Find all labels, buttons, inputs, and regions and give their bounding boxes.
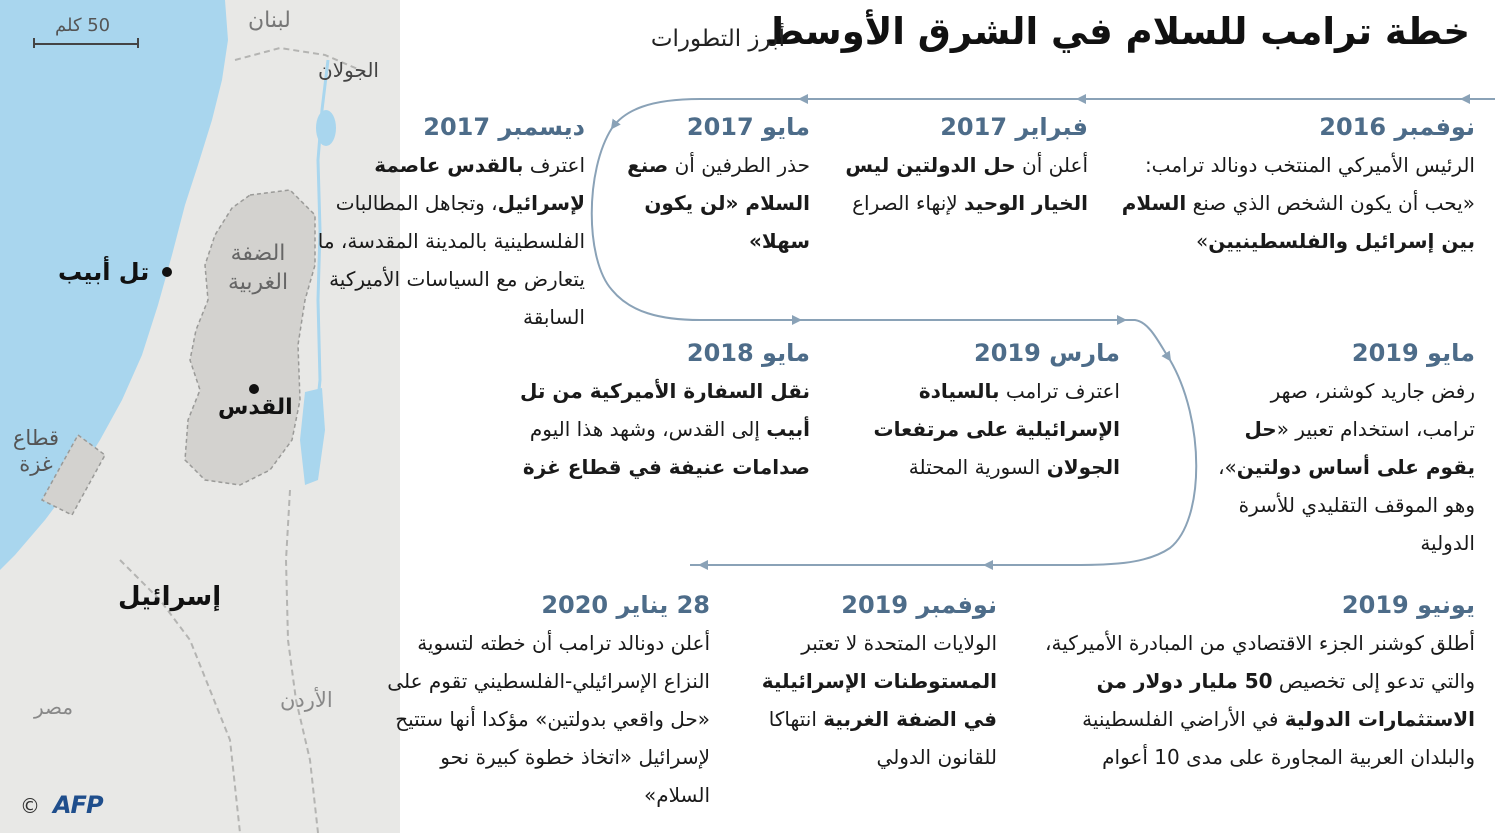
afp-credit [20, 791, 103, 819]
map-scale-label: 50 كلم [55, 15, 111, 36]
map-label-golan: الجولان [318, 58, 379, 82]
timeline-event [843, 112, 1088, 222]
timeline-event [510, 338, 810, 486]
event-date: يونيو 2019 [1341, 591, 1475, 619]
map-label-jordan: الأردن [280, 688, 333, 712]
map-point-tel-aviv [162, 267, 172, 277]
event-text: اعترف ترامب بالسيادة الإسرائيلية على مرتفعات الجولان السورية المحتلة [873, 379, 1120, 479]
event-text: رفض جاريد كوشنر، صهر ترامب، استخدام تعبير «حل يقوم على أساس دولتين»، وهو الموقف التقليدي للأسرة الدولية [1218, 379, 1475, 555]
event-text: نقل السفارة الأميركية من تل أبيب إلى القدس، وشهد هذا اليوم صدامات عنيفة في قطاع غزة [520, 379, 810, 479]
page-subtitle: أبرز التطورات [650, 26, 785, 52]
afp-logo: AFP [52, 791, 103, 819]
event-date: فبراير 2017 [940, 113, 1088, 141]
timeline-arrow [1125, 320, 1170, 360]
timeline-event [1027, 590, 1475, 776]
timeline-event [275, 112, 585, 336]
timeline-event [370, 590, 710, 814]
event-text: أطلق كوشنر الجزء الاقتصادي من المبادرة الأميركية، والتي تدعو إلى تخصيص 50 مليار دولار من الاستثمارات الدولية في الأراضي الفلسطينية والبلدان العربية المجاورة على مدى 10 أعوام [1045, 631, 1475, 769]
timeline-event [1210, 338, 1475, 562]
page-title: خطة ترامب للسلام في الشرق الأوسط [765, 10, 1470, 53]
map-point-jerusalem [249, 384, 259, 394]
event-text: اعترف بالقدس عاصمة لإسرائيل، وتجاهل المطالبات الفلسطينية بالمدينة المقدسة، ما يتعارض مع السياسات الأميركية السابقة [317, 153, 585, 329]
copyright-symbol: © [20, 794, 40, 818]
event-text: الرئيس الأميركي المنتخب دونالد ترامب: «يحب أن يكون الشخص الذي صنع السلام بين إسرائيل والفلسطينيين» [1121, 153, 1475, 253]
event-date: ديسمبر 2017 [423, 113, 585, 141]
event-date: مايو 2019 [1351, 339, 1475, 367]
event-date: مايو 2017 [686, 113, 810, 141]
map-label-egypt: مصر [34, 695, 74, 719]
timeline-event [835, 338, 1120, 486]
map-label-gaza: قطاع غزة [12, 426, 60, 477]
timeline-event [620, 112, 810, 260]
event-date: نوفمبر 2016 [1319, 113, 1475, 141]
map-label-tel-aviv: تل أبيب [58, 258, 150, 286]
map-label-west-bank: الضفة الغربية [227, 241, 289, 295]
event-date: مارس 2019 [974, 339, 1120, 367]
event-text: أعلن دونالد ترامب أن خطته لتسوية النزاع الإسرائيلي-الفلسطيني تقوم على «حل واقعي بدولتين» مؤكدا أنها ستتيح لإسرائيل «اتخاذ خطوة كبيرة نحو السلام» [387, 631, 710, 807]
event-text: أعلن أن حل الدولتين ليس الخيار الوحيد لإنهاء الصراع [845, 153, 1088, 215]
event-date: مايو 2018 [686, 339, 810, 367]
event-text: الولايات المتحدة لا تعتبر المستوطنات الإسرائيلية في الضفة الغربية انتهاكا للقانون الدولي [761, 631, 997, 769]
map-label-lebanon: لبنان [248, 8, 291, 33]
map-label-jerusalem: القدس [218, 395, 293, 420]
map-label-israel: إسرائيل [118, 582, 222, 612]
timeline-event [732, 590, 997, 776]
event-date: 28 يناير 2020 [541, 591, 710, 619]
event-text: حذر الطرفين أن صنع السلام «لن يكون سهلا» [627, 153, 810, 253]
timeline-event [1110, 112, 1475, 260]
event-date: نوفمبر 2019 [841, 591, 997, 619]
